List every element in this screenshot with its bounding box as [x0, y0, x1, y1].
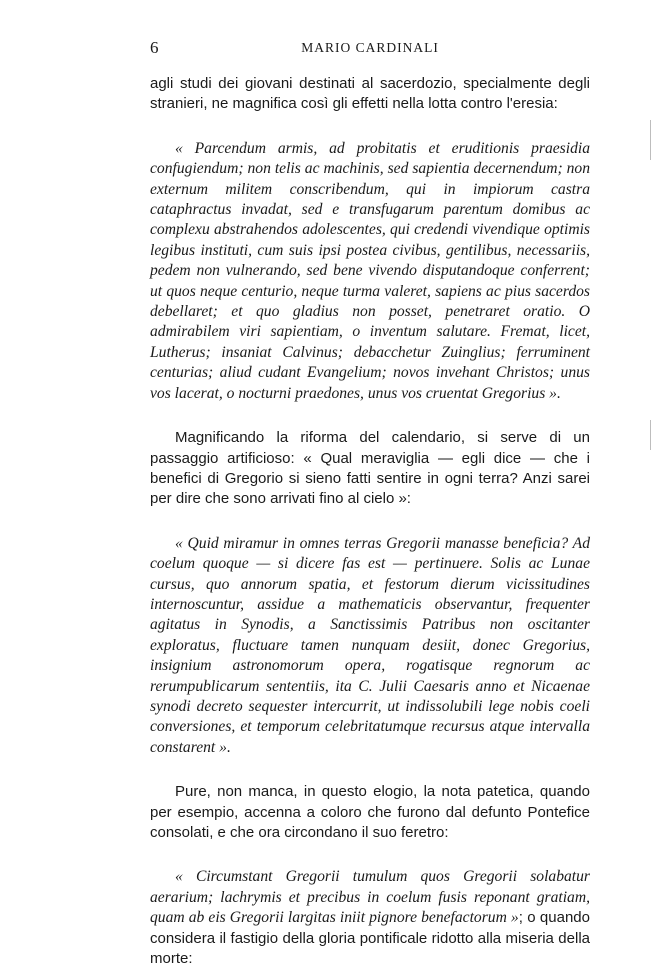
- paragraph-spacer: [150, 758, 590, 782]
- paragraph-calendar: Magnificando la riforma del calendario, si serve di un passaggio artificioso: « Qual meraviglia — egli dice — che i benefici di Gregorio si sieno fatti sentire in ogni terra? Anzi sarei per dire che sono arrivati fino al cielo »:: [150, 429, 590, 508]
- latin-quote-third: [150, 867, 590, 969]
- paragraph-pathetic-note: Pure, non manca, in questo elogio, la nota patetica, quando per esempio, accenna a coloro che furono dal defunto Pontefice consolati, e che ora circondano il suo feretro:: [150, 783, 590, 841]
- latin-quote-second: « Quid miramur in omnes terras Gregorii manasse beneficia? Ad coelum quoque — si dicere fas est — pertinuere. Solis ac Lunae cursus, quo annorum spatia, et festorum dierum vicissitudines internoscuntur, assidue a mathematicis observantur, frequenter agitatus in Synodis, a Sanctissimis Patribus non oscitanter exploratus, fluctuare tamen nunquam desiit, donec Gregorius, insignium astronomorum opera, rogatisque regnorum ac rerumpublicarum sententiis, ita C. Julii Caesaris anno et Nicaenae synodi decreto sequester intercurrit, ut indissolubili lege nobis coeli conversiones, et temporum celebritatumque recursus atque intervalla constarent ».: [150, 534, 590, 756]
- latin-quote-first: « Parcendum armis, ad probitatis et eruditionis praesidia confugiendum; non telis ac machinis, sed sapientia decernendum; non externum militem conscribendum, qui in impiorum castra cataphractus invadat, sed e transfugarum parentum domibus ac complexu abstrahendos adolescentes, qui credendi vivendique optimis legibus instituti, cum suis ipsi postea civibus, gentilibus, necessariis, pedem non vulnerando, sed bene vivendo disputandoque conferrent; ut quos neque centurio, neque turma valeret, sapiens ac pius sacerdos debellaret; et quo gladius non posset, penetraret oratio. O admirabilem viri sapientiam, o inventum salutare. Fremat, licet, Lutherus; insaniat Calvinus; debacchetur Zuinglius; ferruminent centurias; aliud cudant Evangelium; novos invehant Christos; unus vos lacerat, o nocturni praedones, unus vos cruentat Gregorius ».: [150, 139, 590, 402]
- page-body: [150, 74, 590, 969]
- latin-quote-third-continuation: ; o quando considera il fastigio della gloria pontificale ridotto alla miseria della morte:: [150, 909, 590, 968]
- page-header: [150, 38, 590, 60]
- running-title: MARIO CARDINALI: [301, 40, 439, 55]
- page-edge-shadow: [650, 120, 651, 160]
- page-edge-shadow: [650, 420, 651, 450]
- paragraph-spacer: [150, 843, 590, 867]
- paragraph-spacer: [150, 115, 590, 139]
- paragraph-intro: agli studi dei giovani destinati al sacerdozio, specialmente degli stranieri, ne magnifica così gli effetti nella lotta contro l'eresia:: [150, 75, 590, 113]
- paragraph-spacer: [150, 510, 590, 534]
- paragraph-spacer: [150, 404, 590, 428]
- page-number: 6: [150, 38, 159, 57]
- latin-quote-third-text: « Circumstant Gregorii tumulum quos Gregorii solabatur aerarium; lachrymis et precibus in coelum fusis reponant gratiam, quam ab eis Gregorii largitas iniit pignore benefactorum »: [150, 868, 590, 927]
